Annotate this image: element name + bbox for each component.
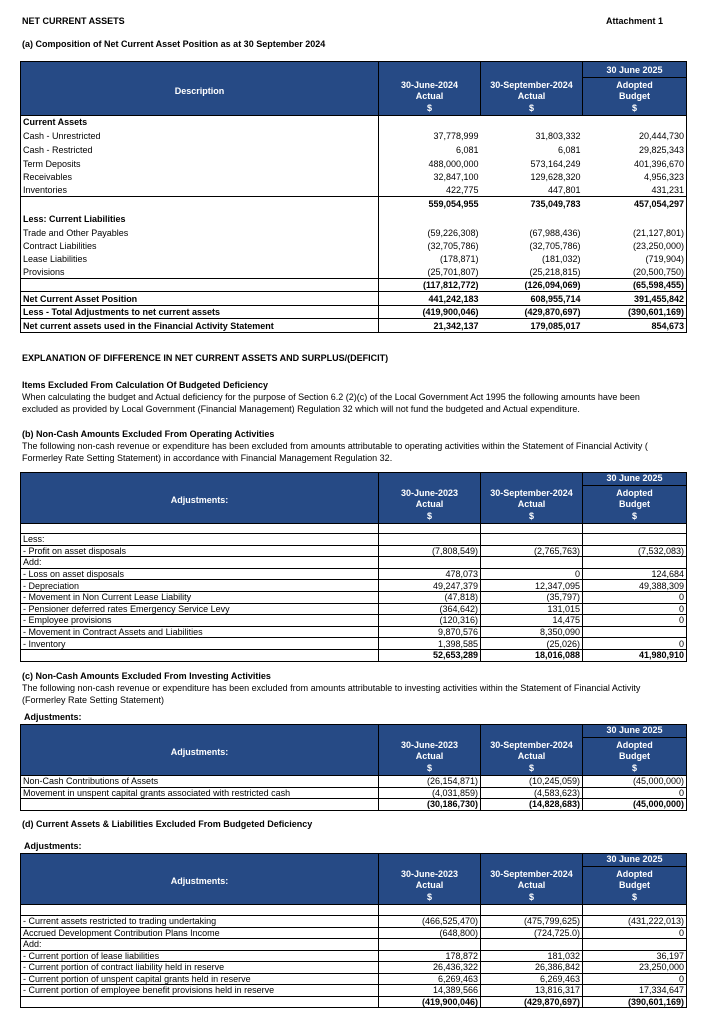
row-value-v3 bbox=[583, 212, 687, 226]
row-value-v2: 26,386,842 bbox=[481, 962, 583, 974]
table-row bbox=[21, 557, 687, 569]
header-cell-col3 bbox=[583, 62, 687, 116]
table-row bbox=[21, 985, 687, 997]
row-value-v2 bbox=[481, 939, 583, 951]
row-label: Contract Liabilities bbox=[21, 240, 379, 253]
header-cell-description: Adjustments: bbox=[21, 725, 379, 776]
row-label: - Depreciation bbox=[21, 580, 379, 592]
row-value-v1: 32,847,100 bbox=[433, 172, 479, 182]
header-cell-col3 bbox=[583, 473, 687, 524]
row-value-v2: 6,269,463 bbox=[481, 973, 583, 985]
items-excluded-text: When calculating the budget and Actual deficiency for the purpose of Section 6.2 (2)(c) of the Local Government Act 1995 the following amounts have been excluded as provided by Local Government (Financial Management) Regulation 32 which will not fund the budgeted and Actual expenditure. bbox=[22, 392, 640, 414]
header-line: 30-June-2023 bbox=[400, 739, 459, 750]
row-value-v1: 37,778,999 bbox=[433, 130, 479, 141]
header-line: Actual bbox=[415, 880, 444, 890]
header-line: 30-June-2023 bbox=[400, 868, 459, 879]
row-value-v1: (419,900,046) bbox=[379, 996, 481, 1008]
row-value-v1 bbox=[379, 212, 481, 226]
table-header bbox=[21, 854, 687, 905]
header-cell-description: Adjustments: bbox=[21, 854, 379, 905]
row-value-v3 bbox=[583, 557, 687, 569]
header-line: $ bbox=[426, 762, 432, 773]
row-value-v1: 441,242,183 bbox=[379, 292, 481, 306]
header-cell-col3 bbox=[583, 854, 687, 905]
row-value-v2: 13,816,317 bbox=[481, 985, 583, 997]
row-value-v3: (431,222,013) bbox=[583, 916, 687, 928]
row-value-v2: (2,765,763) bbox=[481, 545, 583, 557]
table-row bbox=[21, 939, 687, 951]
row-value-v2: 12,347,095 bbox=[481, 580, 583, 592]
row-value-v3: 0 bbox=[583, 638, 687, 650]
table-row bbox=[21, 292, 687, 306]
row-value-v1: (7,808,549) bbox=[379, 545, 481, 557]
header-line: 30-September-2024 bbox=[490, 79, 573, 90]
explanation-heading: EXPLANATION OF DIFFERENCE IN NET CURRENT ASSETS AND SURPLUS/(DEFICIT) bbox=[22, 353, 389, 363]
row-value-v3: 17,334,647 bbox=[583, 985, 687, 997]
header-line: Budget bbox=[619, 880, 650, 890]
header-line: $ bbox=[631, 510, 637, 521]
row-value-v2: 14,475 bbox=[481, 615, 583, 627]
header-line: $ bbox=[631, 891, 637, 902]
table-row bbox=[21, 157, 687, 171]
header-line: Budget bbox=[619, 751, 650, 761]
row-label: Provisions bbox=[21, 266, 379, 279]
row-value-v1: (25,701,807) bbox=[427, 266, 479, 277]
header-line: 30 June 2025 bbox=[583, 725, 686, 738]
row-value-v1: 6,269,463 bbox=[379, 973, 481, 985]
table-row bbox=[21, 534, 687, 546]
total-row bbox=[21, 649, 687, 661]
row-value-v1 bbox=[379, 534, 481, 546]
row-label: - Inventory bbox=[21, 638, 379, 650]
header-cell-col2 bbox=[481, 725, 583, 776]
table-row bbox=[21, 603, 687, 615]
table-row bbox=[21, 184, 687, 197]
row-value-v2: 18,016,088 bbox=[481, 649, 583, 661]
header-cell-description: Adjustments: bbox=[21, 473, 379, 524]
row-value-v3: 431,231 bbox=[651, 184, 684, 195]
row-label: Less: Current Liabilities bbox=[21, 212, 379, 226]
header-line: $ bbox=[528, 891, 534, 902]
row-value-v3: 391,455,842 bbox=[583, 292, 687, 306]
table-row bbox=[21, 143, 687, 157]
row-value-v1: 52,653,289 bbox=[379, 649, 481, 661]
row-value-v1: (419,900,046) bbox=[379, 306, 481, 319]
header-line: 30-September-2024 bbox=[490, 739, 573, 750]
row-value-v1: (117,812,772) bbox=[379, 279, 481, 292]
table-row bbox=[21, 129, 687, 143]
table-row bbox=[21, 212, 687, 226]
table-header bbox=[21, 62, 687, 116]
header-line: $ bbox=[631, 102, 637, 113]
table-row bbox=[21, 626, 687, 638]
row-label: Term Deposits bbox=[21, 157, 379, 171]
header-line: $ bbox=[631, 762, 637, 773]
header-line: 30 June 2025 bbox=[583, 65, 686, 78]
row-value-v2: (429,870,697) bbox=[481, 996, 583, 1008]
row-label: Trade and Other Payables bbox=[21, 226, 379, 240]
total-row bbox=[21, 799, 687, 811]
row-value-v3: (7,532,083) bbox=[583, 545, 687, 557]
header-line: Actual bbox=[517, 91, 546, 101]
row-value-v3: 0 bbox=[583, 603, 687, 615]
section-d-heading: (d) Current Assets & Liabilities Excluded From Budgeted Deficiency bbox=[22, 819, 313, 829]
row-label: - Current portion of contract liability held in reserve bbox=[21, 962, 379, 974]
row-value-v3: 36,197 bbox=[583, 950, 687, 962]
section-d-adjustments-label: Adjustments: bbox=[24, 841, 82, 851]
row-value-v1: 26,436,322 bbox=[379, 962, 481, 974]
row-value-v2: (32,705,786) bbox=[529, 241, 581, 251]
page-title: NET CURRENT ASSETS bbox=[22, 16, 125, 26]
row-value-v1: (59,226,308) bbox=[427, 227, 479, 238]
row-label bbox=[21, 996, 379, 1008]
table-row bbox=[21, 787, 687, 799]
row-label bbox=[21, 799, 379, 811]
row-label: Less: bbox=[21, 534, 379, 546]
row-value-v1: 49,247,379 bbox=[379, 580, 481, 592]
section-c-adjustments-label: Adjustments: bbox=[24, 712, 82, 722]
header-line: $ bbox=[528, 762, 534, 773]
net-current-assets-table bbox=[20, 61, 687, 333]
row-value-v2 bbox=[481, 557, 583, 569]
row-value-v1: 478,073 bbox=[379, 568, 481, 580]
header-line: $ bbox=[528, 102, 534, 113]
header-line: 30-June-2023 bbox=[400, 487, 459, 498]
row-value-v2: 181,032 bbox=[481, 950, 583, 962]
table-row bbox=[21, 266, 687, 279]
row-value-v1: (364,642) bbox=[379, 603, 481, 615]
row-label: Lease Liabilities bbox=[21, 253, 379, 266]
header-line: 30-June-2024 bbox=[400, 79, 459, 90]
header-line: Adopted bbox=[616, 487, 653, 498]
header-cell-col1 bbox=[379, 473, 481, 524]
table-row bbox=[21, 580, 687, 592]
row-value-v3: (719,904) bbox=[645, 254, 684, 264]
row-label bbox=[21, 279, 379, 292]
header-line: $ bbox=[528, 510, 534, 521]
header-line: Actual bbox=[517, 751, 546, 761]
header-line: 30 June 2025 bbox=[583, 854, 686, 867]
row-value-v2: 129,628,320 bbox=[530, 172, 581, 182]
row-value-v2: 31,803,332 bbox=[535, 130, 581, 141]
row-value-v1: (648,800) bbox=[379, 927, 481, 939]
row-value-v3: (20,500,750) bbox=[632, 266, 684, 277]
row-value-v3: (390,601,169) bbox=[583, 306, 687, 319]
row-value-v1: 422,775 bbox=[445, 184, 479, 195]
row-value-v3: 4,956,323 bbox=[643, 172, 684, 182]
row-label: Current Assets bbox=[21, 116, 379, 129]
row-value-v3 bbox=[583, 626, 687, 638]
row-value-v2: (35,797) bbox=[481, 591, 583, 603]
row-value-v1: 21,342,137 bbox=[379, 319, 481, 333]
row-value-v1: (466,525,470) bbox=[379, 916, 481, 928]
header-cell-col2 bbox=[481, 854, 583, 905]
row-value-v3: 854,673 bbox=[583, 319, 687, 333]
row-value-v3: 457,054,297 bbox=[583, 197, 687, 212]
table-row bbox=[21, 197, 687, 212]
row-value-v3: (45,000,000) bbox=[583, 799, 687, 811]
row-value-v2: (4,583,623) bbox=[481, 787, 583, 799]
row-value-v3: 23,250,000 bbox=[583, 962, 687, 974]
row-label: - Profit on asset disposals bbox=[21, 545, 379, 557]
table-row bbox=[21, 950, 687, 962]
row-label: - Current assets restricted to trading undertaking bbox=[21, 916, 379, 928]
row-value-v1: 178,872 bbox=[379, 950, 481, 962]
row-value-v3: (65,598,455) bbox=[583, 279, 687, 292]
row-label: - Current portion of lease liabilities bbox=[21, 950, 379, 962]
total-row bbox=[21, 996, 687, 1008]
table-row bbox=[21, 116, 687, 129]
table-row bbox=[21, 927, 687, 939]
row-label: Cash - Unrestricted bbox=[21, 129, 379, 143]
table-header bbox=[21, 725, 687, 776]
row-value-v2: 131,015 bbox=[481, 603, 583, 615]
row-value-v2 bbox=[481, 534, 583, 546]
investing-adjustments-table bbox=[20, 724, 687, 811]
table-row bbox=[21, 226, 687, 240]
row-value-v1: (4,031,859) bbox=[379, 787, 481, 799]
header-line: $ bbox=[426, 102, 432, 113]
row-value-v1: (120,316) bbox=[379, 615, 481, 627]
row-value-v1: 6,081 bbox=[455, 144, 479, 155]
row-value-v2: (67,988,436) bbox=[529, 227, 581, 238]
row-value-v1: (32,705,786) bbox=[427, 241, 479, 251]
table-row bbox=[21, 279, 687, 292]
row-value-v3 bbox=[583, 534, 687, 546]
row-value-v3: 124,684 bbox=[583, 568, 687, 580]
header-cell-col1 bbox=[379, 62, 481, 116]
header-line: Budget bbox=[619, 91, 650, 101]
row-value-v3: (23,250,000) bbox=[632, 241, 684, 251]
row-value-v3: 401,396,670 bbox=[633, 158, 684, 169]
header-line: Adopted bbox=[616, 868, 653, 879]
row-label: Add: bbox=[21, 557, 379, 569]
row-value-v2: (429,870,697) bbox=[481, 306, 583, 319]
section-b-text: The following non-cash revenue or expenditure has been excluded from amounts attributable to operating activities within the Statement of Financial Activity ( Formerley Rate Setting Statement) in accordance with Financial Management Regulation 32. bbox=[22, 441, 648, 463]
header-cell-col2 bbox=[481, 473, 583, 524]
table-row bbox=[21, 776, 687, 788]
row-value-v2: 447,801 bbox=[547, 184, 581, 195]
row-value-v1: 488,000,000 bbox=[428, 158, 479, 169]
table-row bbox=[21, 615, 687, 627]
header-line: 30-September-2024 bbox=[490, 487, 573, 498]
operating-adjustments-table bbox=[20, 472, 687, 662]
row-label: Movement in unspent capital grants associated with restricted cash bbox=[21, 787, 379, 799]
row-value-v3: 0 bbox=[583, 615, 687, 627]
table-row bbox=[21, 591, 687, 603]
row-value-v1: 559,054,955 bbox=[379, 197, 481, 212]
row-label: Net Current Asset Position bbox=[21, 292, 379, 306]
spacer-row bbox=[21, 524, 687, 534]
table-row bbox=[21, 568, 687, 580]
header-cell-col2 bbox=[481, 62, 583, 116]
row-value-v3: 41,980,910 bbox=[583, 649, 687, 661]
header-line: 30 June 2025 bbox=[583, 473, 686, 486]
row-label: Net current assets used in the Financial Activity Statement bbox=[21, 319, 379, 333]
row-value-v1: 9,870,576 bbox=[379, 626, 481, 638]
row-value-v3 bbox=[583, 939, 687, 951]
row-label bbox=[21, 197, 379, 212]
row-label: - Pensioner deferred rates Emergency Service Levy bbox=[21, 603, 379, 615]
table-row bbox=[21, 319, 687, 333]
row-value-v3: 0 bbox=[583, 927, 687, 939]
spacer-row bbox=[21, 905, 687, 916]
header-line: Actual bbox=[415, 91, 444, 101]
row-value-v2: (25,218,815) bbox=[529, 266, 581, 277]
row-value-v1 bbox=[379, 557, 481, 569]
row-value-v1: (30,186,730) bbox=[379, 799, 481, 811]
section-a-heading: (a) Composition of Net Current Asset Position as at 30 September 2024 bbox=[22, 39, 326, 49]
row-value-v1: (26,154,871) bbox=[379, 776, 481, 788]
row-label bbox=[21, 649, 379, 661]
row-value-v1: 1,398,585 bbox=[379, 638, 481, 650]
header-line: Actual bbox=[517, 499, 546, 509]
row-label: - Movement in Non Current Lease Liability bbox=[21, 591, 379, 603]
row-value-v1: 14,389,566 bbox=[379, 985, 481, 997]
table-row bbox=[21, 916, 687, 928]
header-cell-description: Description bbox=[21, 62, 379, 116]
header-line: $ bbox=[426, 891, 432, 902]
row-label: - Loss on asset disposals bbox=[21, 568, 379, 580]
row-value-v2: (25,026) bbox=[481, 638, 583, 650]
row-value-v2: (14,828,683) bbox=[481, 799, 583, 811]
row-label: - Current portion of unspent capital grants held in reserve bbox=[21, 973, 379, 985]
row-value-v2: (126,094,069) bbox=[481, 279, 583, 292]
header-cell-col1 bbox=[379, 725, 481, 776]
section-c-heading: (c) Non-Cash Amounts Excluded From Investing Activities bbox=[22, 671, 271, 681]
header-line: Budget bbox=[619, 499, 650, 509]
row-value-v3: 0 bbox=[583, 591, 687, 603]
row-value-v3: 0 bbox=[583, 973, 687, 985]
table-row bbox=[21, 973, 687, 985]
row-value-v3: 29,825,343 bbox=[638, 144, 684, 155]
row-value-v3: (390,601,169) bbox=[583, 996, 687, 1008]
row-value-v1 bbox=[379, 939, 481, 951]
row-label: - Movement in Contract Assets and Liabilities bbox=[21, 626, 379, 638]
table-row bbox=[21, 253, 687, 266]
row-value-v1 bbox=[379, 116, 481, 129]
row-label: Cash - Restricted bbox=[21, 143, 379, 157]
row-value-v1: (178,871) bbox=[439, 254, 479, 264]
table-header bbox=[21, 473, 687, 524]
attachment-label: Attachment 1 bbox=[606, 16, 664, 26]
row-value-v3: 20,444,730 bbox=[638, 130, 684, 141]
row-value-v2: 179,085,017 bbox=[481, 319, 583, 333]
row-label: Receivables bbox=[21, 171, 379, 184]
header-line: $ bbox=[426, 510, 432, 521]
table-row bbox=[21, 545, 687, 557]
row-value-v2: 6,081 bbox=[557, 144, 581, 155]
row-value-v2: (475,799,625) bbox=[481, 916, 583, 928]
row-label: Accrued Development Contribution Plans Income bbox=[21, 927, 379, 939]
row-label: Non-Cash Contributions of Assets bbox=[21, 776, 379, 788]
table-row bbox=[21, 240, 687, 253]
header-line: Actual bbox=[415, 751, 444, 761]
table-row bbox=[21, 306, 687, 319]
row-label: Inventories bbox=[21, 184, 379, 197]
row-value-v3: (21,127,801) bbox=[632, 227, 684, 238]
header-cell-col1 bbox=[379, 854, 481, 905]
items-excluded-heading: Items Excluded From Calculation Of Budgeted Deficiency bbox=[22, 380, 269, 390]
header-line: Adopted bbox=[616, 739, 653, 750]
row-value-v1: (47,818) bbox=[379, 591, 481, 603]
excluded-assets-liabilities-table bbox=[20, 853, 687, 1008]
row-value-v2: (10,245,059) bbox=[481, 776, 583, 788]
row-value-v2: 8,350,090 bbox=[481, 626, 583, 638]
table-row bbox=[21, 962, 687, 974]
header-line: 30-September-2024 bbox=[490, 868, 573, 879]
row-value-v2 bbox=[481, 116, 583, 129]
row-value-v3: (45,000,000) bbox=[583, 776, 687, 788]
section-b-heading: (b) Non-Cash Amounts Excluded From Operating Activities bbox=[22, 429, 275, 439]
row-label: - Employee provisions bbox=[21, 615, 379, 627]
row-value-v2: 608,955,714 bbox=[481, 292, 583, 306]
row-value-v2: 573,164,249 bbox=[530, 158, 581, 169]
row-label: Less - Total Adjustments to net current assets bbox=[21, 306, 379, 319]
table-row bbox=[21, 171, 687, 184]
row-value-v3: 49,388,309 bbox=[583, 580, 687, 592]
row-label: - Current portion of employee benefit provisions held in reserve bbox=[21, 985, 379, 997]
header-cell-col3 bbox=[583, 725, 687, 776]
header-line: Actual bbox=[415, 499, 444, 509]
row-value-v2 bbox=[481, 212, 583, 226]
row-value-v3: 0 bbox=[583, 787, 687, 799]
table-row bbox=[21, 638, 687, 650]
row-value-v2: 735,049,783 bbox=[481, 197, 583, 212]
row-label: Add: bbox=[21, 939, 379, 951]
row-value-v2: (181,032) bbox=[541, 254, 581, 264]
row-value-v2: 0 bbox=[481, 568, 583, 580]
header-line: Adopted bbox=[616, 79, 653, 90]
row-value-v3 bbox=[583, 116, 687, 129]
header-line: Actual bbox=[517, 880, 546, 890]
section-c-text: The following non-cash revenue or expenditure has been excluded from amounts attributable to investing activities within the Statement of Financial Activity (Formerley Rate Setting Statement) bbox=[22, 683, 641, 705]
row-value-v2: (724,725.0) bbox=[481, 927, 583, 939]
